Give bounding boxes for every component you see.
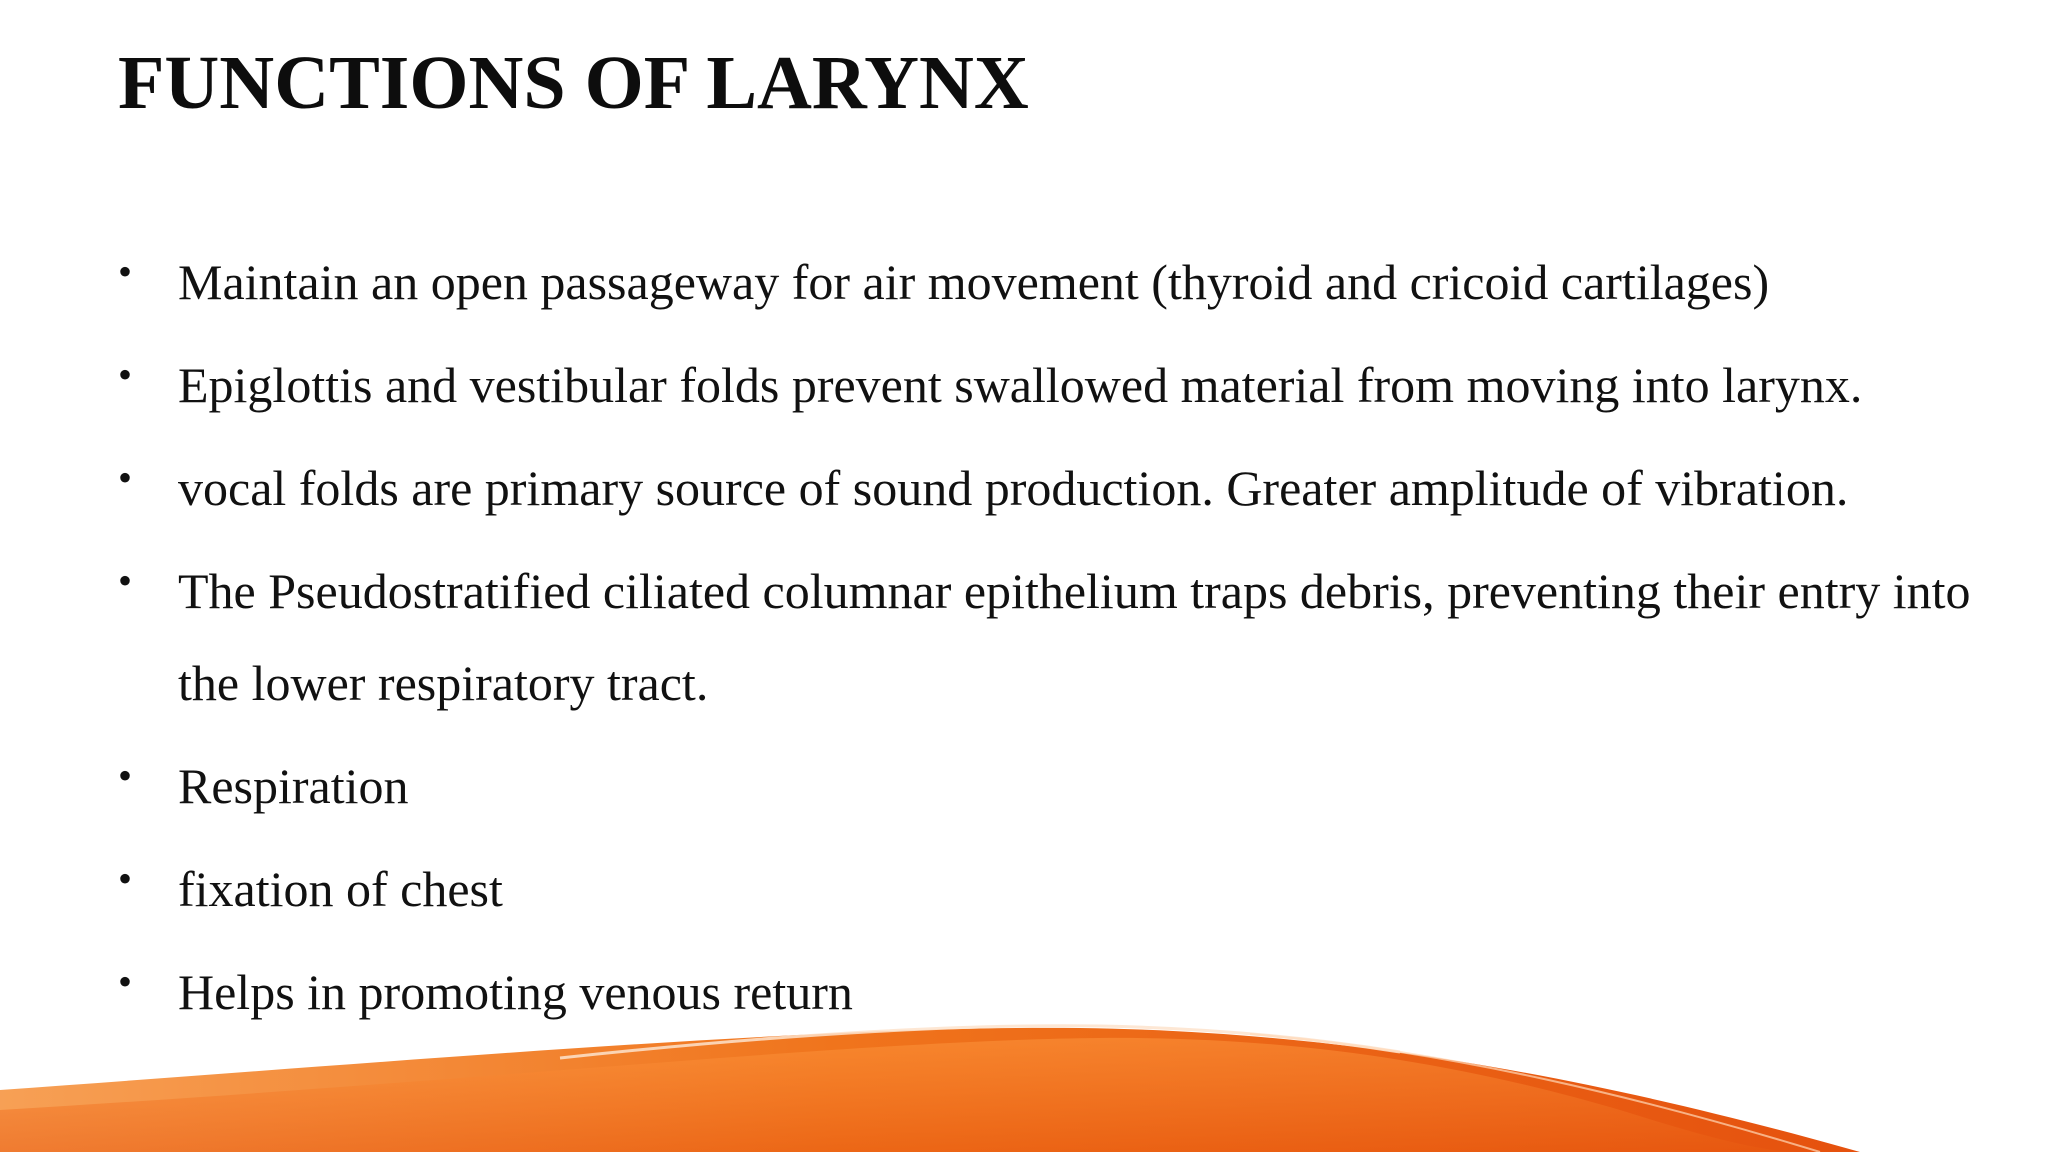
bullet-marker: • bbox=[118, 249, 133, 294]
bullet-marker: • bbox=[118, 856, 133, 901]
bullet-text: vocal folds are primary source of sound production. Greater amplitude of vibration. bbox=[178, 460, 1849, 516]
bullet-marker: • bbox=[118, 455, 133, 500]
bullet-text: fixation of chest bbox=[178, 861, 503, 917]
bullet-marker: • bbox=[118, 753, 133, 798]
bullet-text: Respiration bbox=[178, 758, 409, 814]
slide-title: FUNCTIONS OF LARYNX bbox=[118, 41, 1029, 125]
wave-highlight-shape bbox=[0, 1038, 1800, 1152]
bullet-text: Helps in promoting venous return bbox=[178, 964, 853, 1020]
bullet-marker: • bbox=[118, 959, 133, 1004]
bullet-marker: • bbox=[118, 558, 133, 603]
bullet-text: Maintain an open passageway for air movement (thyroid and cricoid cartilages) bbox=[178, 254, 1770, 310]
bullet-marker: • bbox=[118, 352, 133, 397]
bullet-text: The Pseudostratified ciliated columnar epithelium traps debris, preventing their entry into the lower respiratory tract. bbox=[178, 563, 1971, 711]
bullet-text: Epiglottis and vestibular folds prevent swallowed material from moving into larynx. bbox=[178, 357, 1863, 413]
